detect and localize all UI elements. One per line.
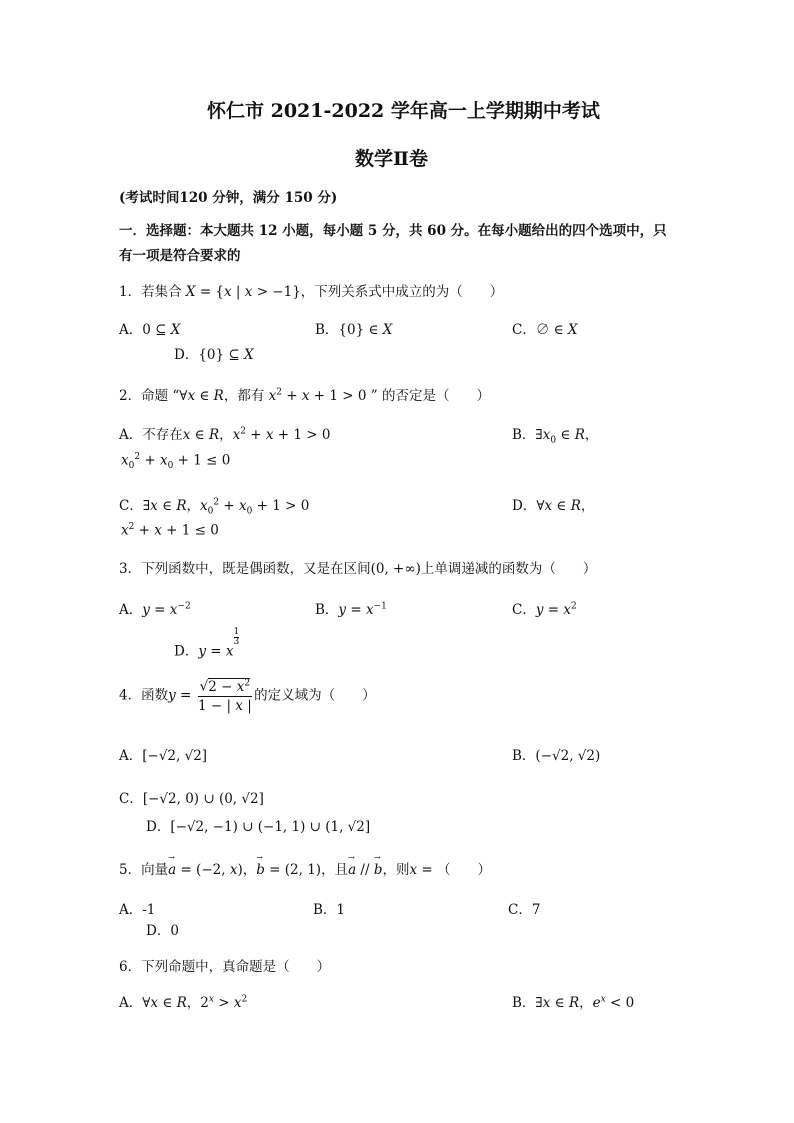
question-1: 1．若集合 X = {x | x > −1}，下列关系式中成立的为（ ） [119,284,504,300]
question-4-prefix: 4．函数 [119,687,169,704]
q1-option-a: A．0 ⊆ X [119,322,181,338]
question-3: 3．下列函数中，既是偶函数，又是在区间(0, +∞)上单调递减的函数为（ ） [119,561,597,577]
exam-subtitle: 数学Ⅱ卷 [355,148,429,170]
q6-option-a: A．∀x ∈ R，$2^x > x^2$ [119,994,248,1011]
q4-option-d: D．[−√2, −1) ∪ (−1, 1) ∪ (1, √2] [146,819,371,835]
q3-option-d: D．y = x $^{\frac{1}{3}}$ [174,627,240,660]
section-heading-line1: 一．选择题：本大题共 12 小题，每小题 5 分，共 60 分。在每小题给出的四个选项中，只 [119,223,667,239]
q5-option-c: C．7 [508,902,541,918]
question-5-suffix: （ ） [437,862,492,878]
question-5: 5．向量→ a = (−2, x)，→ b = (2, 1)，且→ a // → b，则x = （ ） [119,858,491,878]
section-heading-line2: 有一项是符合要求的 [119,248,241,264]
exam-info: (考试时间120 分钟，满分 150 分) [119,190,338,206]
q2-option-d-cont: $x^2 + x + 1 \le 0$ [121,522,219,539]
q3-option-c: C．$y = x^2$ [512,601,577,618]
q2-option-d: D．∀x ∈ R， [512,498,595,514]
q2-option-c-label: C． [119,498,143,514]
q4-option-b: B．(−√2, √2) [512,748,601,764]
question-2-mid: ，都有 [223,388,265,404]
question-5-prefix: 5．向量 [119,862,169,878]
question-5-sep2: ，且 [321,862,349,878]
question-1-suffix: ，下列关系式中成立的为（ ） [300,284,504,300]
question-2-suffix: ” 的否定是（ ） [370,388,490,404]
question-5-sep3: ，则 [382,862,410,878]
q6-option-b: B．∃x ∈ R，$e^x < 0$ [512,994,635,1011]
q3-option-a: A．$y = x^{-2}$ [119,601,191,618]
q2-option-a: A．不存在x ∈ R，$x^2 + x + 1 > 0$ [119,426,331,443]
question-4-suffix: 的定义域为（ ） [254,687,376,704]
question-2: 2．命题 “∀x ∈ R，都有 $x^2 + x + 1 > 0$ ” 的否定是（ ） [119,387,490,404]
q1-option-b: B．{0} ∈ X [315,322,393,338]
question-6: 6．下列命题中，真命题是（ ） [119,959,331,975]
q1-option-d: D．{0} ⊆ X [174,347,254,363]
question-5-sep1: ， [242,862,257,878]
exam-title: 怀仁市 2021-2022 学年高一上学期期中考试 [207,100,600,122]
q5-option-d: D．0 [146,923,179,939]
q2-option-b-label: B． [512,427,536,443]
q3-option-b: B．$y = x^{-1}$ [315,601,387,618]
q5-option-b: B．1 [313,902,346,918]
question-3-text: 3．下列函数中，既是偶函数，又是在区间 [119,561,371,577]
question-4: 4．函数y = $\frac{√2 - x^2}{1 - | x |}$ 的定义域为（ ） [119,678,376,714]
q2-option-b: B．$\exists x_0$ ∈ R， [512,427,599,446]
question-1-math: X [185,284,196,300]
question-2-prefix: 2．命题 “ [119,388,180,404]
q2-option-b-cont: $x_0^2 + x_0 + 1 \le 0$ [121,452,231,472]
q5-option-a: A．-1 [119,902,156,918]
q4-fraction: $\frac{√2 - x^2}{1 - | x |}$ [197,678,252,714]
q2-option-c: C．∃x ∈ R，$x_0^2 + x_0 + 1 > 0$ [119,497,310,517]
q1-option-c: C．∅ ∈ X [512,322,578,338]
q4-option-a: A．[−√2, √2] [119,748,208,764]
q2-option-a-label: A．不存在 [119,427,183,443]
question-3-suffix: 上单调递减的函数为（ ） [420,561,597,577]
q4-option-c: C．[−√2, 0) ∪ (0, √2] [119,791,264,807]
question-1-prefix: 1．若集合 [119,284,182,300]
q2-option-d-label: D． [512,498,537,514]
